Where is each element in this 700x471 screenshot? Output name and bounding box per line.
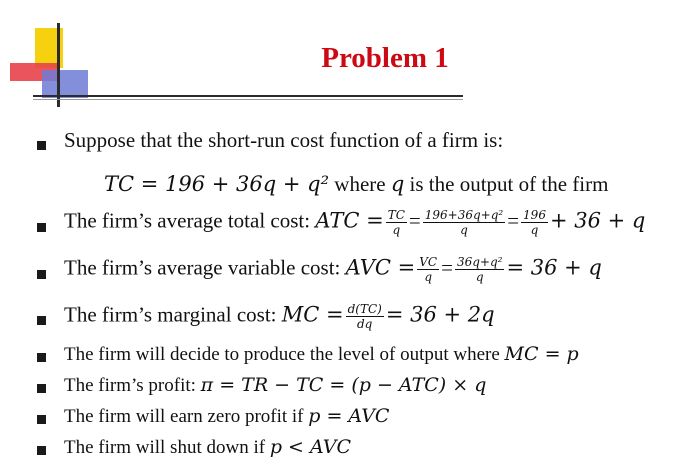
- bullet-marker: [37, 415, 46, 424]
- title-underline-thin: [33, 99, 463, 100]
- slide-logo: [0, 0, 110, 110]
- profit-math: π = TR − TC = (p − ATC) × q: [200, 374, 487, 396]
- frac-numerator: VC: [419, 255, 438, 269]
- avc-tail: = 36 + q: [506, 255, 602, 280]
- q-variable: q: [390, 172, 405, 196]
- bullet-marker: [37, 446, 46, 455]
- shutdown-math: p < AVC: [269, 436, 352, 458]
- line-6: [64, 343, 579, 366]
- bullet-marker: [37, 353, 46, 362]
- frac-numerator: d(TC): [347, 302, 382, 316]
- mc-fraction: [346, 302, 384, 331]
- frac-denominator: q: [530, 223, 539, 237]
- frac-denominator: q: [460, 223, 468, 237]
- line-2: [104, 172, 608, 197]
- bullet-marker: [37, 223, 46, 232]
- bullet-marker: [37, 316, 46, 325]
- where-text: where: [334, 172, 386, 196]
- zero-profit-math: p = AVC: [308, 405, 390, 427]
- frac-denominator: q: [424, 270, 433, 284]
- mc-tail: = 36 + 2q: [385, 302, 495, 327]
- title-underline: [33, 95, 463, 97]
- produce-math: MC = p: [504, 343, 579, 365]
- frac-numerator: 196: [523, 208, 546, 222]
- line-9: [64, 436, 351, 459]
- bullet-marker: [37, 270, 46, 279]
- line-7: [64, 374, 486, 397]
- frac-numerator: 36q+q²: [456, 255, 503, 269]
- frac-numerator: 196+36q+q²: [424, 208, 504, 222]
- profit-text: The firm’s profit:: [64, 375, 196, 396]
- atc-label: The firm’s average total cost:: [64, 208, 311, 233]
- line-5: [64, 302, 495, 331]
- line-8: [64, 405, 389, 428]
- avc-fraction-1: [417, 255, 439, 284]
- avc-symbol: AVC =: [345, 255, 416, 280]
- slide-title: Problem 1: [321, 42, 449, 74]
- logo-blue-square: [42, 70, 88, 98]
- shutdown-text: The firm will shut down if: [64, 437, 266, 458]
- where-tail: is the output of the firm: [409, 172, 609, 196]
- frac-numerator: TC: [387, 208, 405, 222]
- line-4: The firm’s average variable cost: AVC = $\frac{VC}{q}$ = $\frac{\text{36q+q²}}{q}$ = 36 + q: [64, 255, 602, 284]
- atc-fraction-3: [521, 208, 548, 237]
- tc-equation: TC = 196 + 36q + q²: [104, 172, 330, 196]
- bullet-marker: [37, 384, 46, 393]
- produce-text: The firm will decide to produce the level of output where: [64, 344, 500, 365]
- zero-profit-text: The firm will earn zero profit if: [64, 406, 304, 427]
- mc-symbol: MC =: [281, 302, 344, 327]
- atc-symbol: ATC =: [315, 208, 384, 233]
- frac-denominator: q: [392, 223, 401, 237]
- frac-denominator: dq: [357, 317, 373, 331]
- atc-tail: + 36 + q: [549, 208, 646, 233]
- atc-fraction-1: [386, 208, 407, 237]
- bullet-marker: [37, 141, 46, 150]
- avc-fraction-2: [455, 255, 505, 284]
- frac-denominator: q: [475, 270, 484, 284]
- line-3: The firm’s average total cost: ATC = $\frac{TC}{q}$ = $\frac{\text{196+36q+q²}}{q}$ = $\frac{196}{q}$ + 36 + q: [64, 208, 646, 237]
- atc-fraction-2: [423, 208, 505, 237]
- avc-label: The firm’s average variable cost:: [64, 255, 341, 280]
- mc-label: The firm’s marginal cost:: [64, 302, 277, 327]
- line-1: Suppose that the short-run cost function of a firm is:: [64, 128, 504, 152]
